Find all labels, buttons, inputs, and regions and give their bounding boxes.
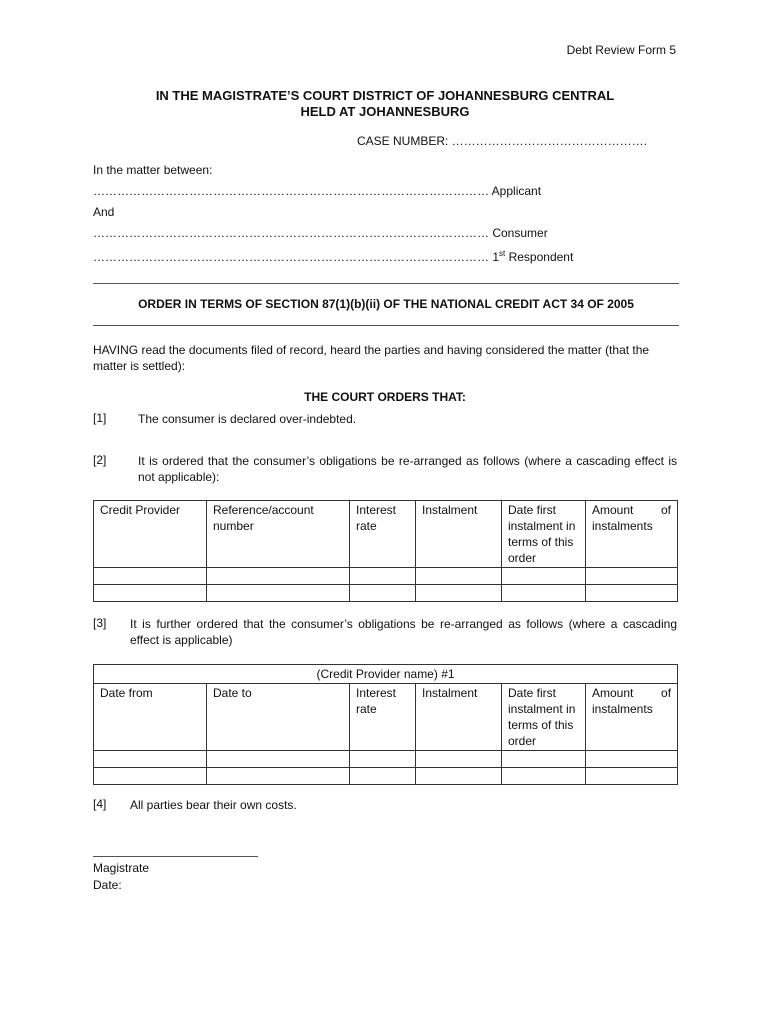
respondent-label: Respondent (505, 250, 574, 264)
of-word: of (660, 503, 671, 517)
order-3-number: [3] (93, 616, 107, 630)
col-credit-provider: Credit Provider (94, 501, 207, 568)
order-2-number: [2] (93, 453, 107, 467)
table-header-row (94, 684, 678, 751)
table-row (94, 585, 678, 602)
col-interest-rate: Interest rate (350, 501, 416, 568)
applicant-line: ……………………………………………………………………………………… Applicant (93, 184, 542, 198)
col-interest-rate: Interest rate (350, 684, 416, 751)
court-orders-heading: THE COURT ORDERS THAT: (304, 390, 466, 404)
and-label: And (93, 205, 115, 219)
having-read-paragraph: HAVING read the documents filed of record, heard the parties and having considered the matter (that the matter is settled): (93, 343, 650, 373)
col-date-first-instalment: Date first instalment in terms of this order (502, 684, 586, 751)
order-4-number: [4] (93, 797, 107, 811)
col-date-from: Date from (94, 684, 207, 751)
date-label: Date: (93, 878, 122, 892)
col-date-first-instalment: Date first instalment in terms of this order (502, 501, 586, 568)
signature-line[interactable] (93, 856, 258, 857)
respondent-line (93, 246, 573, 265)
order-1-text: The consumer is declared over-indebted. (138, 412, 357, 426)
top-rule (93, 283, 679, 284)
table-header-row (94, 501, 678, 568)
credit-provider-name-caption: (Credit Provider name) #1 (94, 665, 678, 684)
order-2-text: It is ordered that the consumer’s obligations be re-arranged as follows (where a cascading effect is not applicable): (138, 454, 677, 484)
order-4-text: All parties bear their own costs. (130, 798, 297, 812)
bottom-rule (93, 325, 679, 326)
rearrangement-table (93, 500, 678, 602)
magistrate-label: Magistrate (93, 861, 150, 875)
instalments-word: instalments (592, 519, 653, 533)
order-1-number: [1] (93, 411, 107, 425)
court-heading-line2: HELD AT JOHANNESBURG (300, 104, 470, 119)
consumer-line: ……………………………………………………………………………………… Consumer (93, 226, 548, 240)
cascading-table (93, 664, 678, 785)
table-row (94, 768, 678, 785)
col-amount-of-instalments (586, 501, 678, 568)
amount-word: Amount (592, 503, 634, 517)
col-reference-account: Reference/account number (207, 501, 350, 568)
form-number: Debt Review Form 5 (566, 43, 676, 57)
respondent-sup: st (499, 249, 506, 258)
court-heading-line1: IN THE MAGISTRATE’S COURT DISTRICT OF JOHANNESBURG CENTRAL (155, 88, 615, 103)
table-caption-row (94, 665, 678, 684)
amount-word: Amount (592, 686, 634, 700)
order-title: ORDER IN TERMS OF SECTION 87(1)(b)(ii) OF THE NATIONAL CREDIT ACT 34 OF 2005 (138, 297, 634, 311)
case-number: CASE NUMBER: …………………………………………. (357, 134, 648, 148)
respondent-dots: ……………………………………………………………………………………… 1 (93, 250, 500, 264)
order-3-text: It is further ordered that the consumer’s obligations be re-arranged as follows (where a cascading effect is applicable) (130, 617, 677, 647)
instalments-word: instalments (592, 702, 653, 716)
col-instalment: Instalment (416, 501, 502, 568)
col-amount-of-instalments (586, 684, 678, 751)
table-row (94, 568, 678, 585)
table-row (94, 751, 678, 768)
court-heading (80, 88, 690, 120)
parties-intro: In the matter between: (93, 163, 213, 177)
of-word: of (661, 686, 672, 700)
col-instalment: Instalment (416, 684, 502, 751)
col-date-to: Date to (207, 684, 350, 751)
